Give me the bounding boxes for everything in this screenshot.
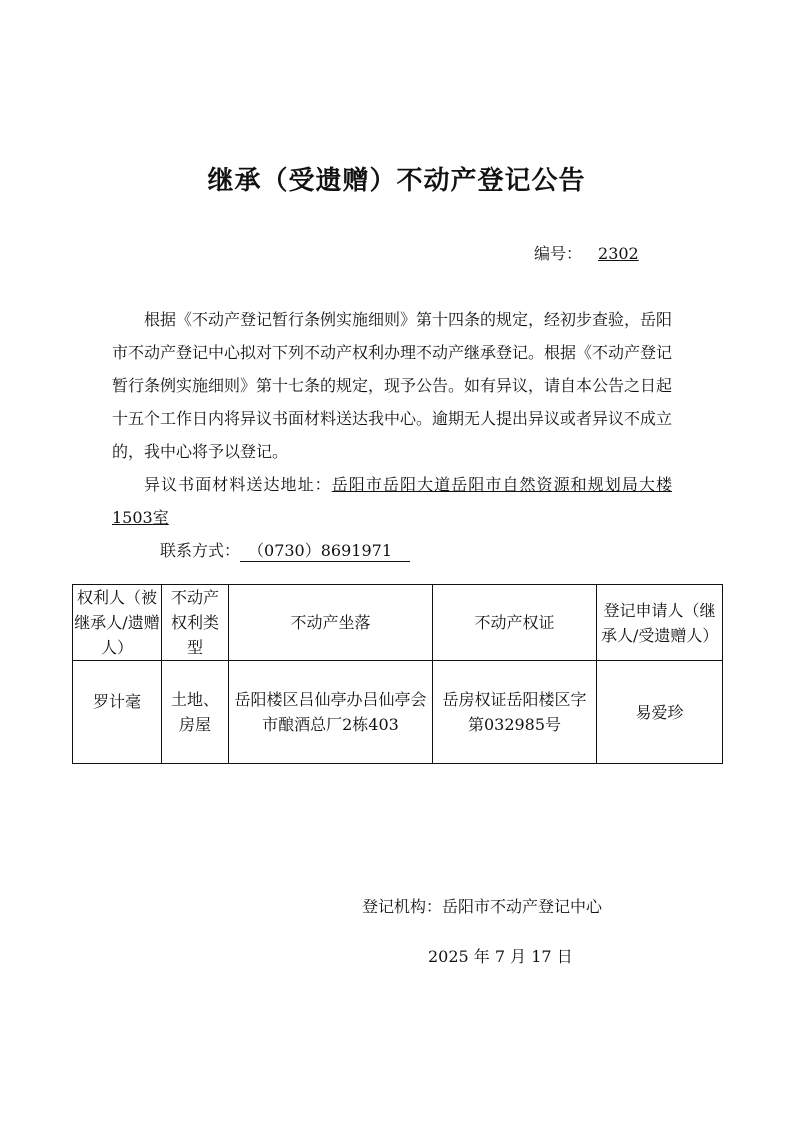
cell-location: 岳阳楼区吕仙亭办吕仙亭会市酿酒总厂2栋403 (229, 661, 433, 764)
header-applicant: 登记申请人（继承人/受遗赠人） (597, 585, 723, 661)
notice-title: 继承（受遗赠）不动产登记公告 (207, 166, 586, 196)
property-table (72, 584, 723, 764)
objection-address (112, 468, 672, 534)
header-location: 不动产坐落 (229, 585, 433, 661)
contact-label: 联系方式： (160, 541, 241, 560)
objection-address-label: 异议书面材料送达地址： (144, 475, 332, 494)
document-number (534, 241, 639, 264)
table-row (73, 661, 723, 764)
cell-applicant: 易爱珍 (597, 661, 723, 764)
notice-paragraph: 根据《不动产登记暂行条例实施细则》第十四条的规定，经初步查验，岳阳市不动产登记中心拟对下列不动产权利办理不动产继承登记。根据《不动产登记暂行条例实施细则》第十七条的规定，现予公告。如有异议，请自本公告之日起十五个工作日内将异议书面材料送达我中心。逾期无人提出异议或者异议不成立的，我中心将予以登记。 (112, 310, 673, 461)
issue-date: 2025 年 7 月 17 日 (428, 947, 573, 966)
document-number-label: 编号： (534, 244, 583, 263)
document-number-value: 2302 (598, 244, 639, 263)
contact-info (160, 538, 410, 562)
notice-body (112, 303, 672, 534)
objection-address-value: 岳阳市岳阳大道岳阳市自然资源和规划局大楼1503室 (112, 475, 672, 527)
header-right-type: 不动产权利类型 (162, 585, 229, 661)
table-header-row (73, 585, 723, 661)
header-right-holder: 权利人（被继承人/遗赠人） (73, 585, 162, 661)
cell-right-type: 土地、房屋 (162, 661, 229, 764)
header-certificate: 不动产权证 (433, 585, 597, 661)
issuing-authority: 登记机构：岳阳市不动产登记中心 (362, 897, 603, 916)
cell-certificate: 岳房权证岳阳楼区字第032985号 (433, 661, 597, 764)
contact-phone: （0730）8691971 (240, 541, 410, 562)
cell-right-holder: 罗计毫 (73, 661, 162, 764)
